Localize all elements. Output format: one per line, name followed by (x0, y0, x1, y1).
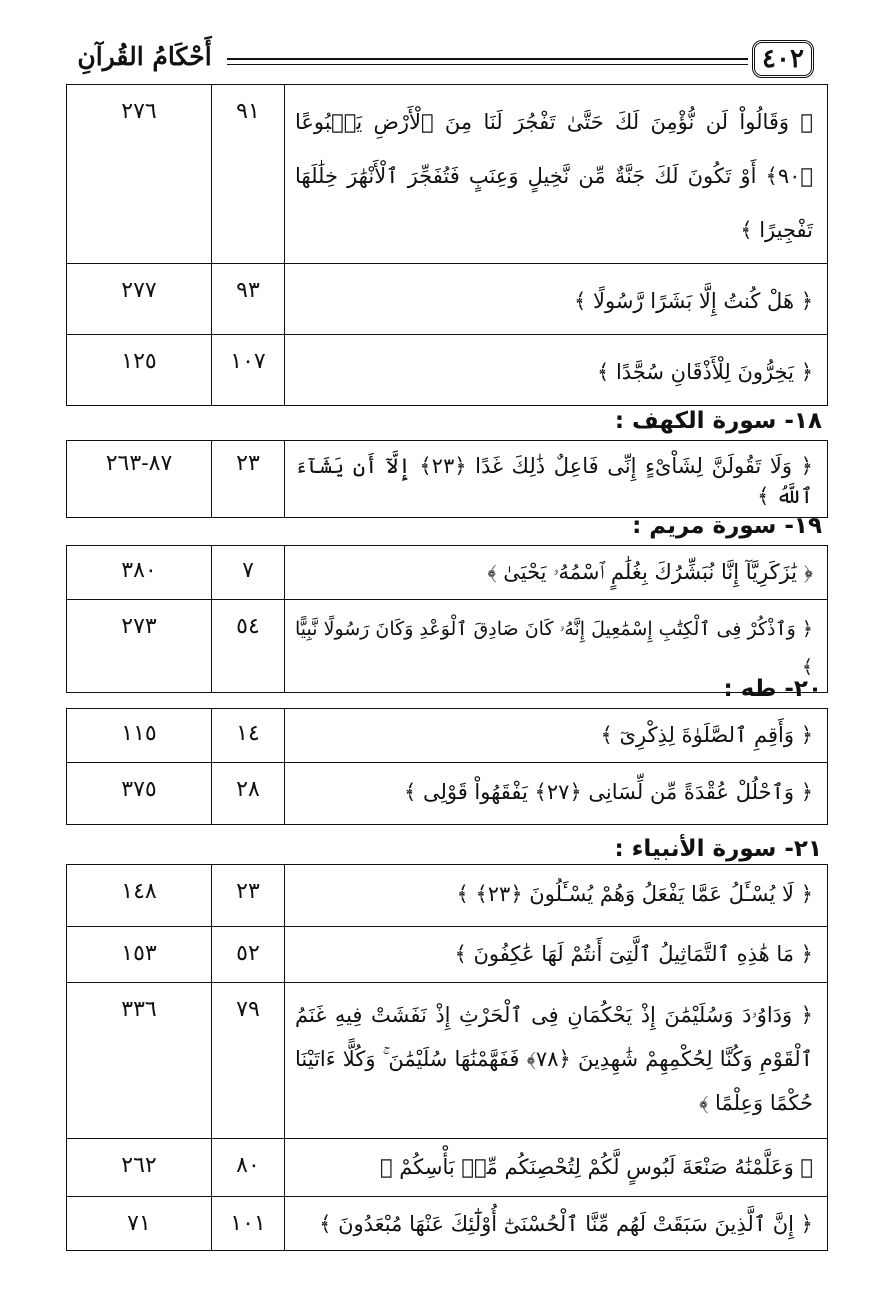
ayah-number: ٨٠ (236, 1153, 260, 1178)
page-reference: ١١٥ (121, 721, 157, 746)
page-reference: ٢٧٧ (121, 278, 157, 303)
table-row (67, 865, 828, 927)
page-reference: ٧١ (127, 1211, 151, 1236)
page-reference: ٣٧٥ (121, 777, 157, 802)
ayah-number: ٢٨ (236, 777, 260, 802)
verse-text: ﴿ لَا يُسْـَٔلُ عَمَّا يَفْعَلُ وَهُمْ يُسْـَٔلُونَ ﴿٢٣﴾ ﴾ (456, 882, 813, 906)
verse-text: ﴿ وَدَاوُۥدَ وَسُلَيْمَٰنَ إِذْ يَحْكُمَانِ فِى ٱلْحَرْثِ إِذْ نَفَشَتْ فِيهِ غَنَمُ ٱلْقَوْمِ وَكُنَّا لِحُكْمِهِمْ شَٰهِدِينَ ﴿٧٨﴾ فَفَهَّمْنَٰهَا سُلَيْمَٰنَ ۚ وَكُلًّا ءَاتَيْنَا حُكْمًا وَعِلْمًا ﴾ (295, 1003, 813, 1115)
table-row (67, 600, 828, 693)
surah-heading: ١٩- سورة مريم : (632, 513, 822, 539)
page-header (62, 40, 822, 90)
book-title: أَحْكَامُ القُرآنِ (77, 42, 212, 71)
index-table (66, 708, 828, 825)
surah-heading: ٢١- سورة الأنبياء : (614, 836, 822, 862)
table-row (67, 85, 828, 264)
verse-text: ﴿ وَٱذْكُرْ فِى ٱلْكِتَٰبِ إِسْمَٰعِيلَ إِنَّهُۥ كَانَ صَادِقَ ٱلْوَعْدِ وَكَانَ رَسُولًا نَّبِيًّا ﴾ (295, 618, 813, 678)
ayah-number: ٧٩ (236, 997, 260, 1022)
table-row (67, 1139, 828, 1197)
index-table (66, 864, 828, 1251)
verse-text: ﴿ وَعَلَّمْنَٰهُ صَنْعَةَ لَبُوسٍ لَّكُمْ لِتُحْصِنَكُم مِّنۢ بَأْسِكُمْ ﴾ (380, 1155, 813, 1179)
surah-heading: ٢٠- طه : (723, 676, 822, 702)
verse-text: ﴿ إِنَّ ٱلَّذِينَ سَبَقَتْ لَهُم مِّنَّا ٱلْحُسْنَىٰٓ أُوْلَٰٓئِكَ عَنْهَا مُبْعَدُونَ ﴾ (319, 1212, 813, 1236)
verse-text: ﴿ وَأَقِمِ ٱلصَّلَوٰةَ لِذِكْرِىٓ ﴾ (600, 723, 813, 747)
page-reference: ٨٧-٢٦٣ (105, 451, 173, 476)
verse-text: ﴿ وَقَالُواْ لَن نُّؤْمِنَ لَكَ حَتَّىٰ تَفْجُرَ لَنَا مِنَ ٱلْأَرْضِ يَنۢبُوعًا ﴿٩٠﴾ أَوْ تَكُونَ لَكَ جَنَّةٌ مِّن نَّخِيلٍ وَعِنَبٍ فَتُفَجِّرَ ٱلْأَنْهَٰرَ خِلَٰلَهَا تَفْجِيرًا ﴾ (295, 110, 813, 242)
page-reference: ٢٧٦ (121, 99, 157, 124)
table-row (67, 264, 828, 335)
table-row (67, 441, 828, 518)
table-row (67, 763, 828, 825)
page-reference: ٢٧٣ (121, 614, 157, 639)
page-reference: ١٢٥ (121, 349, 157, 374)
ayah-number: ٩١ (236, 99, 260, 124)
index-table (66, 84, 828, 406)
ayah-number: ١٠٧ (230, 349, 266, 374)
page-reference: ٣٨٠ (121, 558, 157, 583)
verse-text: ﴿ هَلْ كُنتُ إِلَّا بَشَرًا رَّسُولًا ﴾ (574, 289, 813, 313)
ayah-number: ٥٤ (236, 614, 260, 639)
verse-text: ﴿ مَا هَٰذِهِ ٱلتَّمَاثِيلُ ٱلَّتِىٓ أَنتُمْ لَهَا عَٰكِفُونَ ﴾ (454, 942, 813, 966)
table-row (67, 1197, 828, 1251)
ayah-number: ١٠١ (230, 1211, 266, 1236)
index-table (66, 440, 828, 518)
table-row (67, 927, 828, 983)
table-row (67, 335, 828, 406)
surah-heading: ١٨- سورة الكهف : (614, 408, 822, 434)
header-rule (227, 58, 748, 60)
ayah-number: ٧ (242, 558, 254, 583)
verse-text: ﴿ يَخِرُّونَ لِلْأَذْقَانِ سُجَّدًا ﴾ (596, 360, 813, 384)
table-row (67, 709, 828, 763)
page-reference: ١٥٣ (121, 941, 157, 966)
ayah-number: ٢٣ (236, 879, 260, 904)
ayah-number: ١٤ (236, 721, 260, 746)
ayah-number: ٥٢ (236, 941, 260, 966)
verse-text: ﴿ وَلَا تَقُولَنَّ لِشَاْىْءٍ إِنِّى فَاعِلٌ ذَٰلِكَ غَدًا ﴿٢٣﴾ إِلَّآ أَن يَشَآءَ ٱللَّهُ ﴾ (295, 454, 813, 508)
page-reference: ١٤٨ (121, 879, 157, 904)
page-reference: ٣٣٦ (121, 997, 157, 1022)
ayah-number: ٩٣ (236, 278, 260, 303)
table-row (67, 546, 828, 600)
table-row (67, 983, 828, 1139)
verse-text: ﴿ يَٰزَكَرِيَّآ إِنَّا نُبَشِّرُكَ بِغُلَٰمٍ ٱسْمُهُۥ يَحْيَىٰ ﴾ (487, 560, 813, 584)
header-rule-thin (227, 64, 748, 65)
page-number: ٤٠٢ (752, 40, 814, 78)
page-reference: ٢٦٢ (121, 1153, 157, 1178)
verse-text: ﴿ وَٱحْلُلْ عُقْدَةً مِّن لِّسَانِى ﴿٢٧﴾ يَفْقَهُواْ قَوْلِى ﴾ (403, 780, 813, 804)
index-table (66, 545, 828, 693)
ayah-number: ٢٣ (236, 451, 260, 476)
